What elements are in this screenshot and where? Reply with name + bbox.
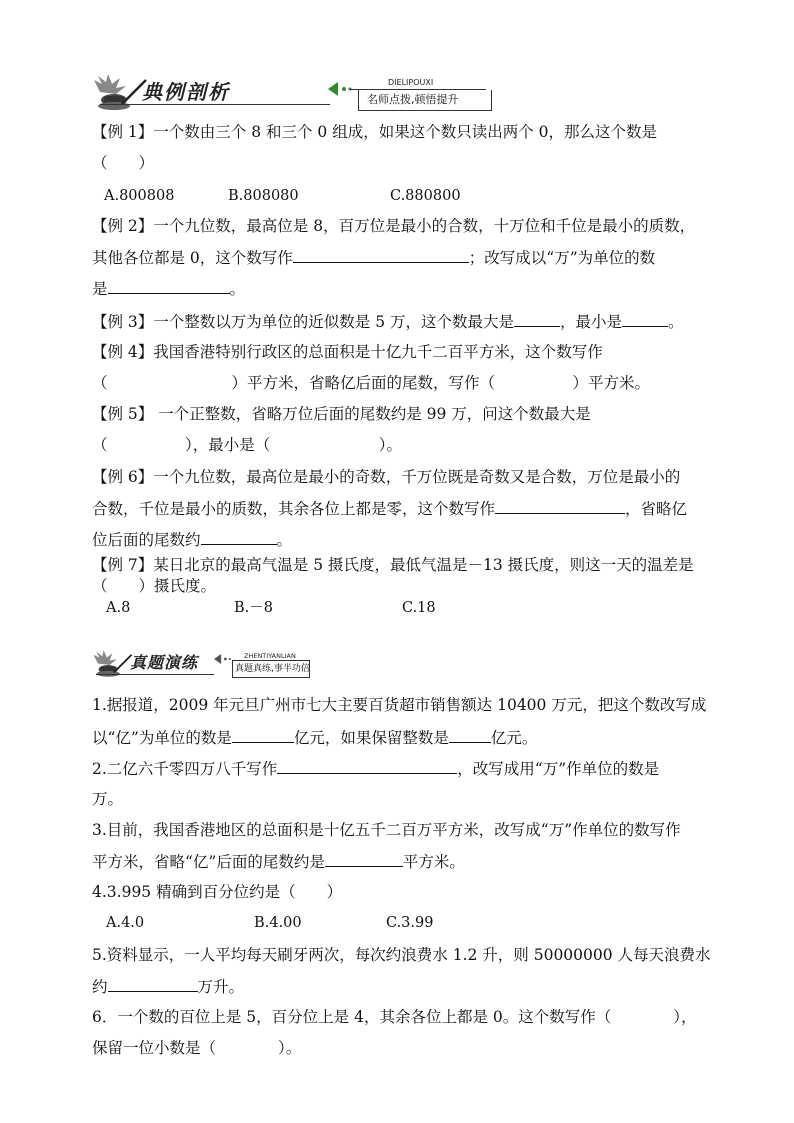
question-5-line-1: 5.资料显示，一人平均每天刷牙两次，每次约浪费水 1.2 升，则 50000000 人每天浪费水 [92, 946, 711, 964]
answer-blank[interactable] [277, 758, 457, 774]
example-2-line-2 [92, 247, 655, 268]
question-2-text-a: 2.二亿六千零四万八千写作 [92, 760, 278, 778]
question-2-line-2: 万。 [92, 790, 124, 808]
question-4-option-c: C.3.99 [386, 915, 434, 931]
question-3-text-a: 平方米，省略“亿”后面的尾数约是 [92, 853, 325, 871]
example-3-text-a: 【例 3】一个整数以万为单位的近似数是 5 万，这个数最大是 [92, 313, 515, 331]
answer-blank[interactable] [325, 851, 403, 867]
example-6-text-a: 合数，千位是最小的质数，其余各位上都是零，这个数写作 [92, 500, 496, 518]
example-2-line-3 [92, 278, 245, 299]
question-2-line-1 [92, 758, 659, 779]
example-6-line-1: 【例 6】一个九位数，最高位是最小的奇数，千万位既是奇数又是合数，万位是最小的 [92, 468, 681, 486]
example-1-option-a: A.800808 [104, 188, 175, 204]
example-3-text-b: ，最小是 [560, 313, 623, 331]
answer-blank[interactable] [449, 727, 491, 743]
example-6-text-c: 位后面的尾数约 [92, 531, 201, 549]
example-6-text-d: 。 [276, 531, 293, 549]
example-7-line-1: 【例 7】某日北京的最高气温是 5 摄氏度，最低气温是－13 摄氏度，则这一天的温差是 [92, 556, 694, 574]
section-title: 真题演练 [130, 653, 199, 672]
example-2-line-1: 【例 2】一个九位数，最高位是 8，百万位是最小的合数，十万位和千位是最小的质数， [92, 217, 696, 235]
example-6-line-2 [92, 498, 687, 519]
question-3-text-b: 平方米。 [402, 853, 465, 871]
section-banner-practice [92, 648, 312, 684]
question-6-line-1: 6．一个数的百位上是 5，百分位上是 4，其余各位上都是 0。这个数写作（ ）， [92, 1008, 697, 1026]
question-5-text-a: 约 [92, 978, 108, 996]
section-banner-examples [92, 74, 486, 114]
answer-blank[interactable] [514, 311, 560, 327]
title-underline [96, 674, 214, 675]
answer-blank[interactable] [495, 498, 625, 514]
question-1-text-c: 亿元。 [490, 729, 538, 747]
example-7-option-a: A.8 [106, 600, 131, 616]
answer-blank[interactable] [622, 311, 668, 327]
example-4-line-2: （ ）平方米，省略亿后面的尾数，写作（ ）平方米。 [92, 374, 651, 392]
answer-blank[interactable] [108, 976, 198, 992]
answer-blank[interactable] [108, 278, 230, 294]
example-2-text-b: ；改写成以“万”为单位的数 [468, 249, 656, 267]
example-6-line-3 [92, 529, 292, 550]
section-title: 典例剖析 [142, 80, 230, 104]
section-tagline: 名师点拨,顿悟提升 [358, 90, 492, 111]
answer-blank[interactable] [293, 247, 469, 263]
question-2-text-b: ，改写成用“万”作单位的数是 [457, 760, 660, 778]
answer-blank[interactable] [232, 727, 294, 743]
example-4-line-1: 【例 4】我国香港特别行政区的总面积是十亿九千二百平方米，这个数写作 [92, 343, 603, 361]
example-2-text-d: 。 [229, 280, 246, 298]
section-tagline: 真题真练,事半功倍 [232, 661, 310, 678]
section-pinyin: ZHENTIYANLIAN [244, 652, 296, 660]
question-1-line-2 [92, 727, 537, 748]
question-1-text-a: 以“亿”为单位的数是 [92, 729, 232, 747]
example-1-line-1: 【例 1】一个数由三个 8 和三个 0 组成，如果这个数只读出两个 0，那么这个数是 [92, 123, 658, 141]
green-arrow-icon [214, 654, 234, 664]
example-2-text-a: 其他各位都是 0，这个数写作 [92, 249, 293, 267]
example-1-option-b: B.808080 [228, 188, 299, 204]
example-1-line-2: （ ） [92, 154, 155, 172]
example-3-text-c: 。 [668, 313, 684, 331]
example-5-line-1: 【例 5】 一个正整数，省略万位后面的尾数约是 99 万，问这个数最大是 [92, 405, 591, 423]
example-1-option-c: C.880800 [390, 188, 461, 204]
question-5-text-b: 万升。 [197, 978, 245, 996]
question-1-text-b: 亿元，如果保留整数是 [293, 729, 449, 747]
title-underline [100, 104, 330, 105]
section-pinyin: DIELIPOUXI [388, 78, 434, 87]
example-7-option-b: B.－8 [234, 600, 273, 616]
example-2-text-c: 是 [92, 280, 108, 298]
example-6-text-b: ，省略亿 [625, 500, 688, 518]
question-3-line-1: 3.目前，我国香港地区的总面积是十亿五千二百万平方米，改写成“万”作单位的数写作 [92, 821, 681, 839]
example-7-option-c: C.18 [402, 600, 436, 616]
question-5-line-2 [92, 976, 244, 997]
example-5-line-2: （ ），最小是（ ）。 [92, 436, 403, 454]
question-4-option-a: A.4.0 [106, 915, 145, 931]
question-4-option-b: B.4.00 [254, 915, 302, 931]
example-7-line-2: （ ）摄氏度。 [92, 577, 217, 595]
question-6-line-2: 保留一位小数是（ ）。 [92, 1039, 302, 1057]
question-1-line-1: 1.据报道，2009 年元旦广州市七大主要百货超市销售额达 10400 万元，把这个数改写成 [92, 696, 707, 714]
example-3-line-1 [92, 311, 684, 332]
question-3-line-2 [92, 851, 465, 872]
answer-blank[interactable] [201, 529, 277, 545]
question-4-line-1: 4.3.995 精确到百分位约是（ ） [92, 883, 343, 901]
